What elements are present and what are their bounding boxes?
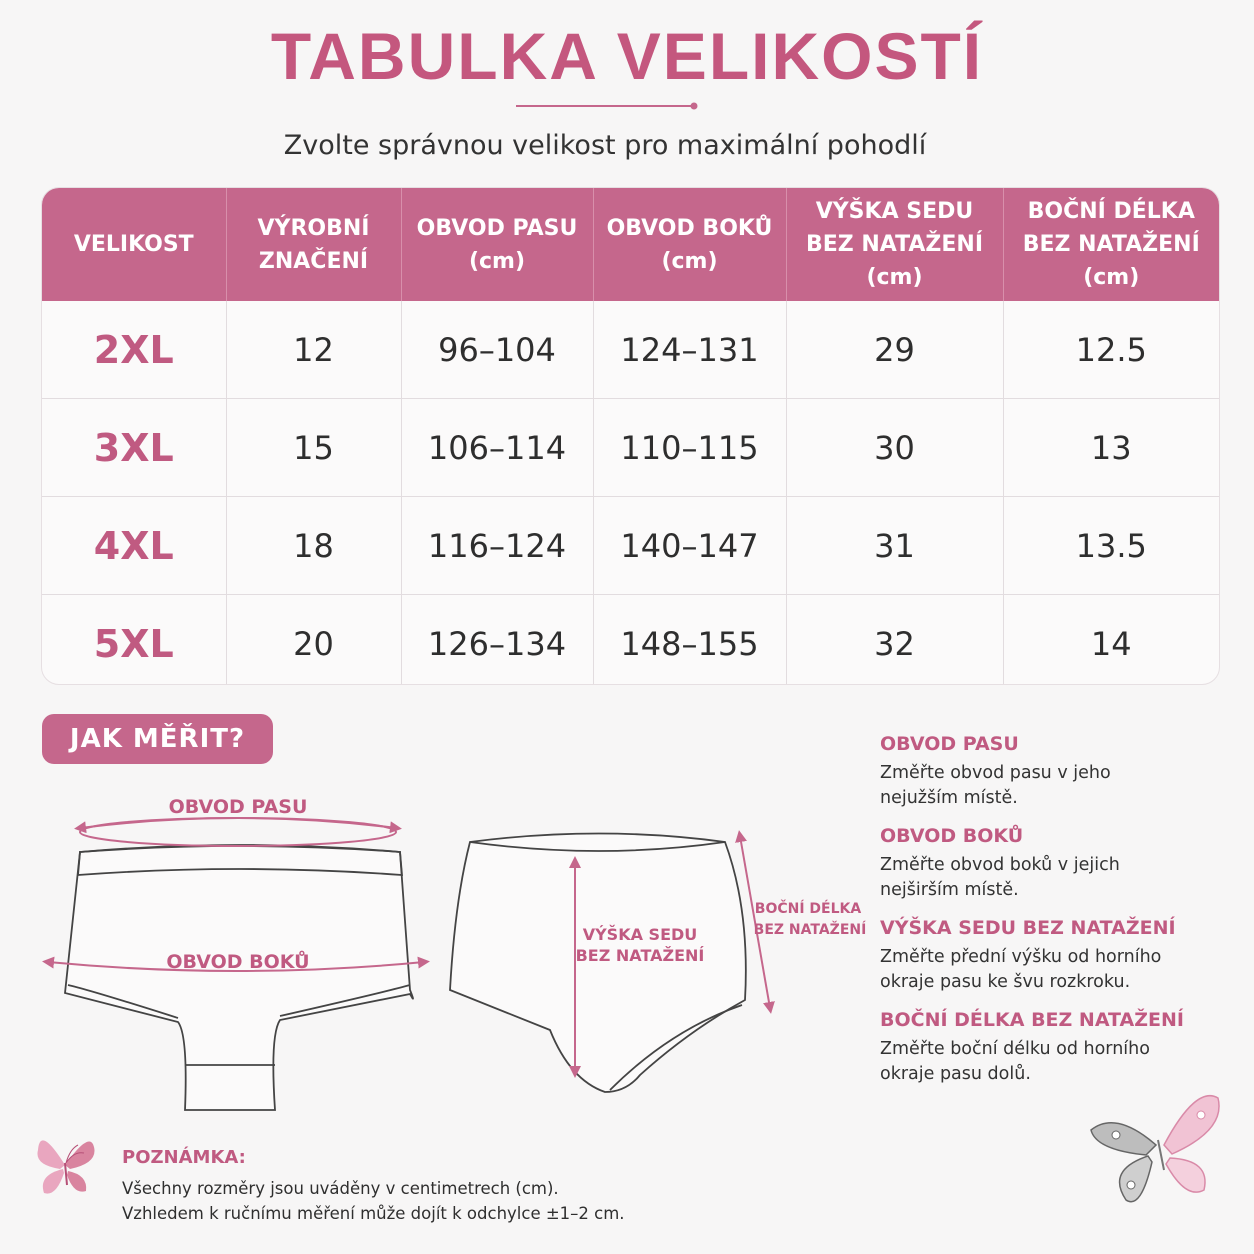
table-cell: 32 <box>786 595 1003 686</box>
guide-text-waist: Změřte obvod pasu v jeho nejužším místě. <box>880 763 1111 808</box>
note-line-2: Vzhledem k ručnímu měření může dojít k odchylce ±1–2 cm. <box>122 1204 625 1223</box>
table-cell: 12.5 <box>1003 301 1219 399</box>
table-cell: 31 <box>786 497 1003 595</box>
guide-text-side-length: Změřte boční délku od horního okraje pasu dolů. <box>880 1039 1150 1084</box>
table-cell: 124–131 <box>593 301 786 399</box>
table-cell: 14 <box>1090 624 1132 663</box>
briefs-front-illustration <box>65 845 413 1110</box>
size-table <box>41 187 1220 685</box>
rise-label-line1: VÝŠKA SEDU <box>582 925 698 944</box>
measurement-diagram <box>30 780 880 1130</box>
size-cell: 2XL <box>42 301 226 399</box>
table-cell: 126–134 <box>401 595 593 686</box>
guide-heading-waist: OBVOD PASU <box>880 733 1019 755</box>
table-cell: 148–155 <box>593 595 786 686</box>
table-row <box>42 301 1219 399</box>
side-length-label-line1: BOČNÍ DÉLKA <box>754 901 862 917</box>
guide-text-hips: Změřte obvod boků v jejich nejširším místě. <box>880 855 1120 900</box>
side-length-label-line2: BEZ NATAŽENÍ <box>753 922 867 938</box>
table-cell: 20 <box>226 595 401 686</box>
page-subtitle: Zvolte správnou velikost pro maximální pohodlí <box>283 130 927 161</box>
guide-text-rise: Změřte přední výšku od horního okraje pasu ke švu rozkroku. <box>880 947 1162 992</box>
header-side-length: BOČNÍ DÉLKA BEZ NATAŽENÍ (cm) <box>1003 188 1219 301</box>
header-hips: OBVOD BOKŮ (cm) <box>593 188 786 301</box>
header-rise: VÝŠKA SEDU BEZ NATAŽENÍ (cm) <box>786 188 1003 301</box>
hips-label: OBVOD BOKŮ <box>166 951 310 973</box>
table-cell: 140–147 <box>593 497 786 595</box>
butterfly-icon <box>30 1125 100 1200</box>
header-manufacturer-code: VÝROBNÍ ZNAČENÍ <box>226 188 401 301</box>
guide-heading-hips: OBVOD BOKŮ <box>880 825 1024 847</box>
table-row <box>42 399 1219 497</box>
table-cell: 13.5 <box>1003 497 1219 595</box>
note-title: POZNÁMKA: <box>122 1147 246 1168</box>
how-to-measure-badge: JAK MĚŘIT? <box>42 714 273 764</box>
table-cell: 12 <box>226 301 401 399</box>
measurement-guide <box>880 733 1240 1101</box>
table-cell: 18 <box>226 497 401 595</box>
size-cell: 3XL <box>42 399 226 497</box>
table-cell: 106–114 <box>401 399 593 497</box>
page-title: TABULKA VELIKOSTÍ <box>270 19 984 93</box>
table-cell: 13 <box>1003 399 1219 497</box>
header-size: VELIKOST <box>42 188 226 301</box>
rise-label-line2: BEZ NATAŽENÍ <box>575 946 705 965</box>
size-cell: 4XL <box>42 497 226 595</box>
table-row <box>42 497 1219 595</box>
guide-heading-rise: VÝŠKA SEDU BEZ NATAŽENÍ <box>880 917 1176 939</box>
note-line-1: Všechny rozměry jsou uváděny v centimetrech (cm). <box>122 1179 559 1198</box>
title-divider <box>514 100 700 112</box>
table-row <box>42 595 1219 686</box>
table-cell: 116–124 <box>401 497 593 595</box>
table-header-row <box>42 188 1219 301</box>
table-cell: 29 <box>786 301 1003 399</box>
guide-heading-side-length: BOČNÍ DÉLKA BEZ NATAŽENÍ <box>880 1009 1184 1031</box>
table-cell: 15 <box>226 399 401 497</box>
header-waist: OBVOD PASU (cm) <box>401 188 593 301</box>
size-cell: 5XL <box>42 595 226 686</box>
waist-label: OBVOD PASU <box>168 796 308 818</box>
table-cell: 96–104 <box>401 301 593 399</box>
table-cell: 110–115 <box>593 399 786 497</box>
table-cell: 30 <box>786 399 1003 497</box>
butterfly-decoration <box>1086 1090 1236 1220</box>
